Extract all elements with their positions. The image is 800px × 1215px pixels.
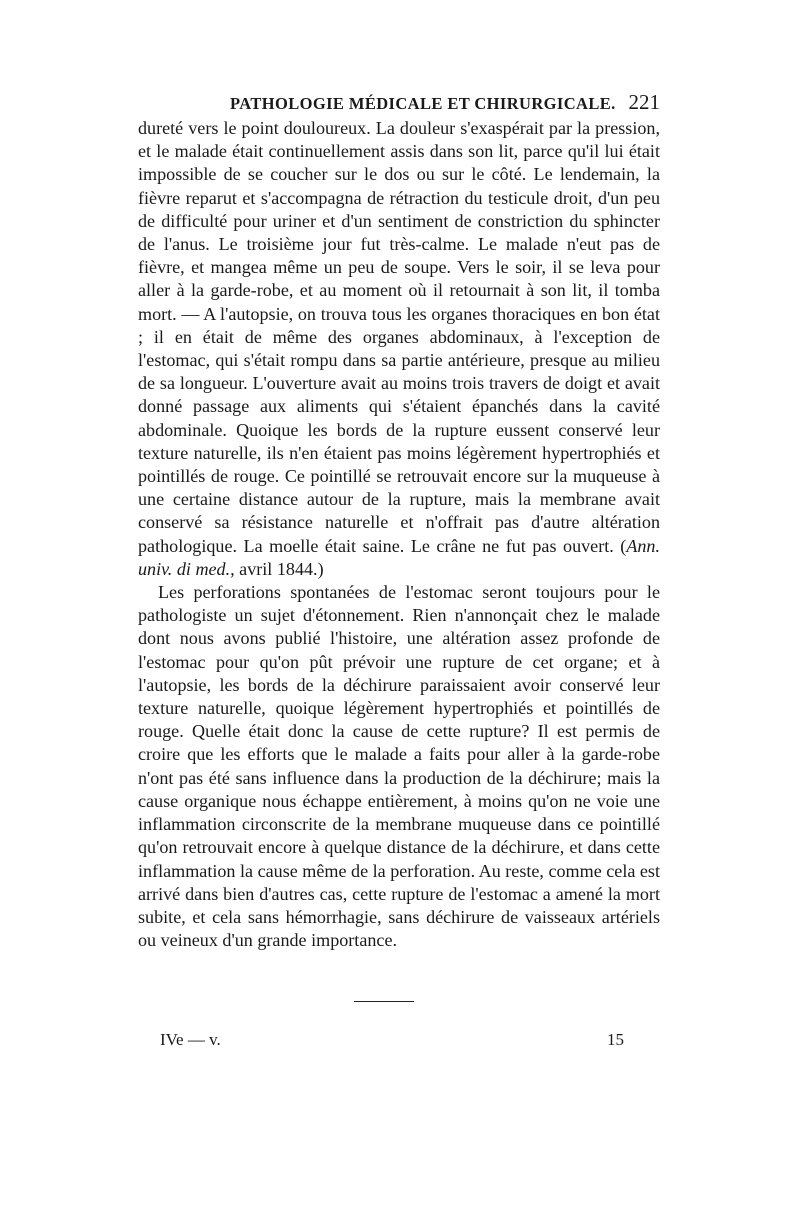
footer-rule — [354, 1001, 414, 1002]
citation: Ann. univ. di med., — [138, 535, 660, 579]
sheet-number: 15 — [607, 1030, 624, 1049]
paragraph-1 — [138, 117, 660, 581]
running-title: PATHOLOGIE MÉDICALE ET CHIRURGICALE. — [230, 94, 616, 113]
running-header — [138, 90, 660, 116]
signature-mark: IVe — v. — [160, 1030, 221, 1049]
paragraph-2: Les perforations spontanées de l'estomac seront toujours pour le pathologiste un sujet d'étonnement. Rien n'annonçait chez le malade dont nous avons publié l'histoire, une altération assez profonde de l'estomac pour qu'on pût prévoir une rupture de cet organe; et à l'autopsie, les bords de la déchirure paraissaient avoir conservé leur texture naturelle, quoique légèrement hypertrophiés et pointillés de rouge. Quelle était donc la cause de cette rupture? Il est permis de croire que les efforts que le malade a faits pour aller à la garde-robe n'ont pas été sans influence dans la production de la déchirure; mais la cause organique nous échappe entièrement, à moins qu'on ne voie une inflammation circonscrite de la membrane muqueuse dans ce pointillé qu'on retrouvait encore à quelque distance de la déchirure, et dans cette inflammation la cause même de la perforation. Au reste, comme cela est arrivé dans bien d'autres cas, cette rupture de l'estomac a amené la mort subite, et cela sans hémorrhagie, sans déchirure de vaisseaux artériels ou veineux d'un grande importance. — [138, 582, 660, 951]
paragraph-1-end: avril 1844.) — [234, 558, 324, 579]
paragraph-1-text: dureté vers le point douloureux. La douleur s'exaspérait par la pression, et le malade était continuellement assis dans son lit, parce qu'il lui était impossible de se coucher sur le dos ou sur le côté. Le lendemain, la fièvre reparut et s'accompagna de rétraction du testicule droit, d'un peu de difficulté pour uriner et d'un sentiment de constriction du sphincter de l'anus. Le troisième jour fut très-calme. Le malade n'eut pas de fièvre, et mangea même un peu de soupe. Vers le soir, il se leva pour aller à la garde-robe, et au moment où il retournait à son lit, il tomba mort. — A l'autopsie, on trouva tous les organes thoraciques en bon état ; il en était de même des organes abdominaux, à l'exception de l'estomac, qui s'était rompu dans sa partie antérieure, presque au milieu de sa longueur. L'ouverture avait au moins trois travers de doigt et avait donné passage aux aliments qui s'étaient épanchés dans la cavité abdominale. Quoique les bords de la rupture eussent conservé leur texture naturelle, ils n'en étaient pas moins légèrement hypertrophiés et pointillés de rouge. Ce pointillé se retrouvait encore sur la muqueuse à une certaine distance autour de la rupture, mais la membrane avait conservé sa résistance naturelle et n'offrait pas d'autre altération pathologique. La moelle était saine. Le crâne ne fut pas ouvert. ( — [138, 118, 660, 556]
body-text — [138, 117, 660, 952]
page-number: 221 — [628, 90, 660, 114]
page-footer — [160, 1030, 624, 1054]
